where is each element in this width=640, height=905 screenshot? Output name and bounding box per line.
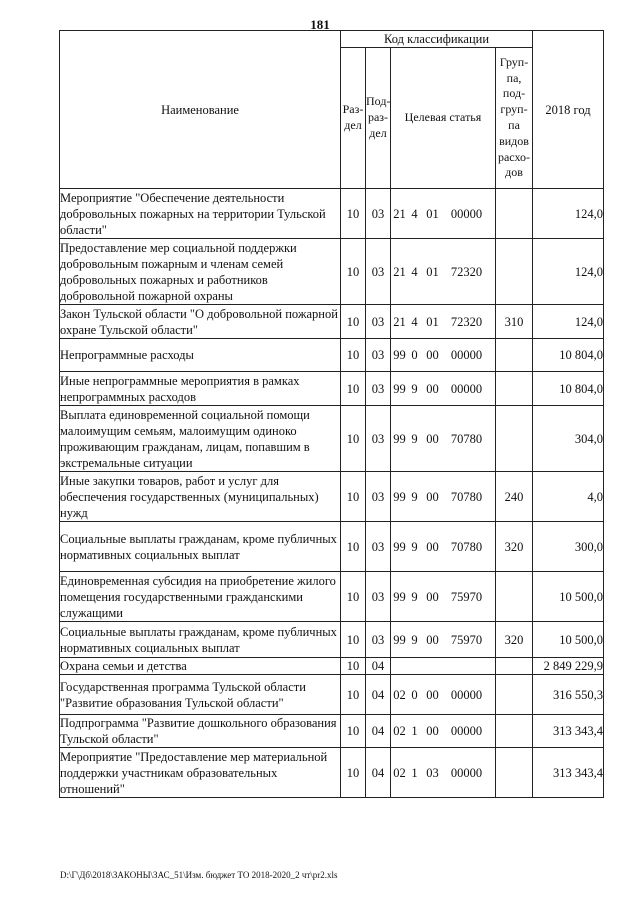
row-expense-group: 240 bbox=[496, 472, 533, 522]
target-article-part: 9 bbox=[411, 539, 418, 554]
table-row bbox=[60, 572, 604, 622]
target-article-part: 1 bbox=[411, 765, 418, 780]
table-row bbox=[60, 748, 604, 798]
row-amount: 10 804,0 bbox=[533, 372, 604, 406]
target-article-part: 00 bbox=[426, 589, 439, 604]
row-section: 10 bbox=[341, 189, 366, 239]
target-article-part: 00 bbox=[426, 431, 439, 446]
target-article-part: 00000 bbox=[450, 687, 483, 702]
target-article-part: 4 bbox=[411, 206, 418, 221]
row-name: Мероприятие "Предоставление мер материальной поддержки участникам образовательных отношений" bbox=[60, 748, 341, 798]
target-article-part: 21 bbox=[393, 314, 406, 329]
row-name: Охрана семьи и детства bbox=[60, 658, 341, 675]
row-target-article bbox=[391, 189, 496, 239]
row-section: 10 bbox=[341, 622, 366, 658]
file-path-footer: D:\Г\Дб\2018\ЗАКОНЫ\ЗАС_51\Изм. бюджет ТО 2018-2020_2 чт\pr2.xls bbox=[60, 870, 338, 880]
row-expense-group bbox=[496, 339, 533, 372]
table-row bbox=[60, 339, 604, 372]
target-article-part: 99 bbox=[393, 348, 406, 362]
row-target-article bbox=[391, 305, 496, 339]
row-section: 10 bbox=[341, 675, 366, 715]
target-article-part: 99 bbox=[393, 632, 406, 647]
row-section: 10 bbox=[341, 658, 366, 675]
row-expense-group bbox=[496, 658, 533, 675]
row-section: 10 bbox=[341, 239, 366, 305]
target-article-part: 03 bbox=[426, 765, 439, 780]
row-amount: 124,0 bbox=[533, 189, 604, 239]
target-article-part: 00000 bbox=[450, 381, 483, 396]
row-subsection: 03 bbox=[366, 239, 391, 305]
row-subsection: 04 bbox=[366, 675, 391, 715]
row-expense-group bbox=[496, 572, 533, 622]
row-expense-group bbox=[496, 675, 533, 715]
target-article-part: 02 bbox=[393, 724, 406, 738]
row-amount: 10 804,0 bbox=[533, 339, 604, 372]
row-name: Подпрограмма "Развитие дошкольного образования Тульской области" bbox=[60, 715, 341, 748]
row-target-article bbox=[391, 406, 496, 472]
row-subsection: 03 bbox=[366, 339, 391, 372]
row-expense-group bbox=[496, 748, 533, 798]
target-article-part: 9 bbox=[411, 381, 418, 396]
row-subsection: 03 bbox=[366, 305, 391, 339]
table-row bbox=[60, 406, 604, 472]
row-amount: 10 500,0 bbox=[533, 572, 604, 622]
target-article-part: 0 bbox=[411, 348, 418, 362]
row-name: Предоставление мер социальной поддержки добровольным пожарным и членам семей добровольных пожарных и работников добровольной пожарной охраны bbox=[60, 239, 341, 305]
table-body bbox=[60, 189, 604, 798]
row-amount: 316 550,3 bbox=[533, 675, 604, 715]
target-article-part: 00 bbox=[426, 632, 439, 647]
header-year: 2018 год bbox=[533, 31, 604, 189]
row-section: 10 bbox=[341, 305, 366, 339]
row-target-article bbox=[391, 748, 496, 798]
row-amount: 4,0 bbox=[533, 472, 604, 522]
target-article-part: 21 bbox=[393, 264, 406, 279]
row-subsection: 03 bbox=[366, 189, 391, 239]
row-expense-group bbox=[496, 715, 533, 748]
table-row bbox=[60, 189, 604, 239]
header-subsection: Под- раз- дел bbox=[366, 48, 391, 189]
row-name: Единовременная субсидия на приобретение жилого помещения государственными гражданскими служащими bbox=[60, 572, 341, 622]
row-subsection: 03 bbox=[366, 472, 391, 522]
row-target-article bbox=[391, 572, 496, 622]
target-article-part: 21 bbox=[393, 206, 406, 221]
row-target-article bbox=[391, 658, 496, 675]
row-target-article bbox=[391, 472, 496, 522]
row-section: 10 bbox=[341, 372, 366, 406]
table-row bbox=[60, 372, 604, 406]
table-row bbox=[60, 715, 604, 748]
target-article-part: 01 bbox=[426, 206, 439, 221]
row-section: 10 bbox=[341, 406, 366, 472]
target-article-part: 72320 bbox=[450, 314, 483, 329]
target-article-part: 02 bbox=[393, 687, 406, 702]
row-expense-group: 320 bbox=[496, 622, 533, 658]
row-name: Мероприятие "Обеспечение деятельности добровольных пожарных на территории Тульской области" bbox=[60, 189, 341, 239]
header-target: Целевая статья bbox=[391, 48, 496, 189]
target-article-part: 00000 bbox=[450, 724, 483, 738]
row-expense-group bbox=[496, 239, 533, 305]
table-row bbox=[60, 239, 604, 305]
target-article-part: 4 bbox=[411, 314, 418, 329]
row-amount: 313 343,4 bbox=[533, 748, 604, 798]
row-target-article bbox=[391, 339, 496, 372]
row-expense-group bbox=[496, 372, 533, 406]
table-row bbox=[60, 305, 604, 339]
target-article-part: 75970 bbox=[450, 589, 483, 604]
table-row bbox=[60, 658, 604, 675]
row-subsection: 04 bbox=[366, 715, 391, 748]
row-section: 10 bbox=[341, 748, 366, 798]
table-row bbox=[60, 472, 604, 522]
row-amount: 2 849 229,9 bbox=[533, 658, 604, 675]
row-target-article bbox=[391, 675, 496, 715]
target-article-part: 01 bbox=[426, 314, 439, 329]
target-article-part: 00000 bbox=[450, 765, 483, 780]
row-expense-group bbox=[496, 406, 533, 472]
target-article-part: 00 bbox=[426, 724, 439, 738]
row-subsection: 03 bbox=[366, 622, 391, 658]
table-row bbox=[60, 522, 604, 572]
row-name: Социальные выплаты гражданам, кроме публичных нормативных социальных выплат bbox=[60, 522, 341, 572]
target-article-part: 00000 bbox=[450, 206, 483, 221]
target-article-part: 00 bbox=[426, 687, 439, 702]
target-article-part: 99 bbox=[393, 539, 406, 554]
table-row bbox=[60, 675, 604, 715]
row-name: Выплата единовременной социальной помощи малоимущим семьям, малоимущим одиноко проживающим гражданам, лицам, попавшим в экстремальные ситуации bbox=[60, 406, 341, 472]
target-article-part: 99 bbox=[393, 589, 406, 604]
target-article-part: 0 bbox=[411, 687, 418, 702]
row-subsection: 04 bbox=[366, 748, 391, 798]
row-expense-group: 320 bbox=[496, 522, 533, 572]
row-target-article bbox=[391, 715, 496, 748]
row-amount: 313 343,4 bbox=[533, 715, 604, 748]
row-expense-group bbox=[496, 189, 533, 239]
row-subsection: 03 bbox=[366, 572, 391, 622]
header-expense-group: Груп- па, под- груп- па видов расхо- дов bbox=[496, 48, 533, 189]
row-expense-group: 310 bbox=[496, 305, 533, 339]
header-code-group: Код классификации bbox=[341, 31, 533, 48]
row-subsection: 03 bbox=[366, 406, 391, 472]
row-amount: 304,0 bbox=[533, 406, 604, 472]
row-amount: 300,0 bbox=[533, 522, 604, 572]
target-article-part: 70780 bbox=[450, 431, 483, 446]
row-target-article bbox=[391, 372, 496, 406]
row-subsection: 04 bbox=[366, 658, 391, 675]
row-section: 10 bbox=[341, 522, 366, 572]
target-article-part: 9 bbox=[411, 489, 418, 504]
row-amount: 124,0 bbox=[533, 305, 604, 339]
target-article-part: 00 bbox=[426, 381, 439, 396]
budget-table bbox=[59, 30, 604, 798]
target-article-part: 4 bbox=[411, 264, 418, 279]
row-name: Государственная программа Тульской области "Развитие образования Тульской области" bbox=[60, 675, 341, 715]
target-article-part: 1 bbox=[411, 724, 418, 738]
row-name: Иные закупки товаров, работ и услуг для обеспечения государственных (муниципальных) нужд bbox=[60, 472, 341, 522]
row-subsection: 03 bbox=[366, 522, 391, 572]
header-row bbox=[60, 31, 604, 48]
row-amount: 124,0 bbox=[533, 239, 604, 305]
page-number: 181 bbox=[310, 17, 330, 32]
row-section: 10 bbox=[341, 339, 366, 372]
target-article-part: 99 bbox=[393, 431, 406, 446]
target-article-part: 99 bbox=[393, 381, 406, 396]
target-article-part: 75970 bbox=[450, 632, 483, 647]
row-name: Закон Тульской области "О добровольной пожарной охране Тульской области" bbox=[60, 305, 341, 339]
row-section: 10 bbox=[341, 715, 366, 748]
target-article-part: 70780 bbox=[450, 539, 483, 554]
header-name: Наименование bbox=[60, 31, 341, 189]
row-subsection: 03 bbox=[366, 372, 391, 406]
table-row bbox=[60, 622, 604, 658]
row-target-article bbox=[391, 239, 496, 305]
target-article-part: 00 bbox=[426, 539, 439, 554]
target-article-part: 00 bbox=[426, 348, 439, 362]
row-name: Иные непрограммные мероприятия в рамках непрограммных расходов bbox=[60, 372, 341, 406]
row-section: 10 bbox=[341, 472, 366, 522]
target-article-part: 99 bbox=[393, 489, 406, 504]
row-amount: 10 500,0 bbox=[533, 622, 604, 658]
target-article-part: 9 bbox=[411, 589, 418, 604]
row-section: 10 bbox=[341, 572, 366, 622]
target-article-part: 9 bbox=[411, 632, 418, 647]
row-target-article bbox=[391, 622, 496, 658]
target-article-part: 01 bbox=[426, 264, 439, 279]
target-article-part: 72320 bbox=[450, 264, 483, 279]
header-section: Раз- дел bbox=[341, 48, 366, 189]
target-article-part: 00 bbox=[426, 489, 439, 504]
row-name: Непрограммные расходы bbox=[60, 339, 341, 372]
target-article-part: 02 bbox=[393, 765, 406, 780]
target-article-part: 9 bbox=[411, 431, 418, 446]
row-name: Социальные выплаты гражданам, кроме публичных нормативных социальных выплат bbox=[60, 622, 341, 658]
target-article-part: 70780 bbox=[450, 489, 483, 504]
target-article-part: 00000 bbox=[450, 348, 483, 362]
row-target-article bbox=[391, 522, 496, 572]
